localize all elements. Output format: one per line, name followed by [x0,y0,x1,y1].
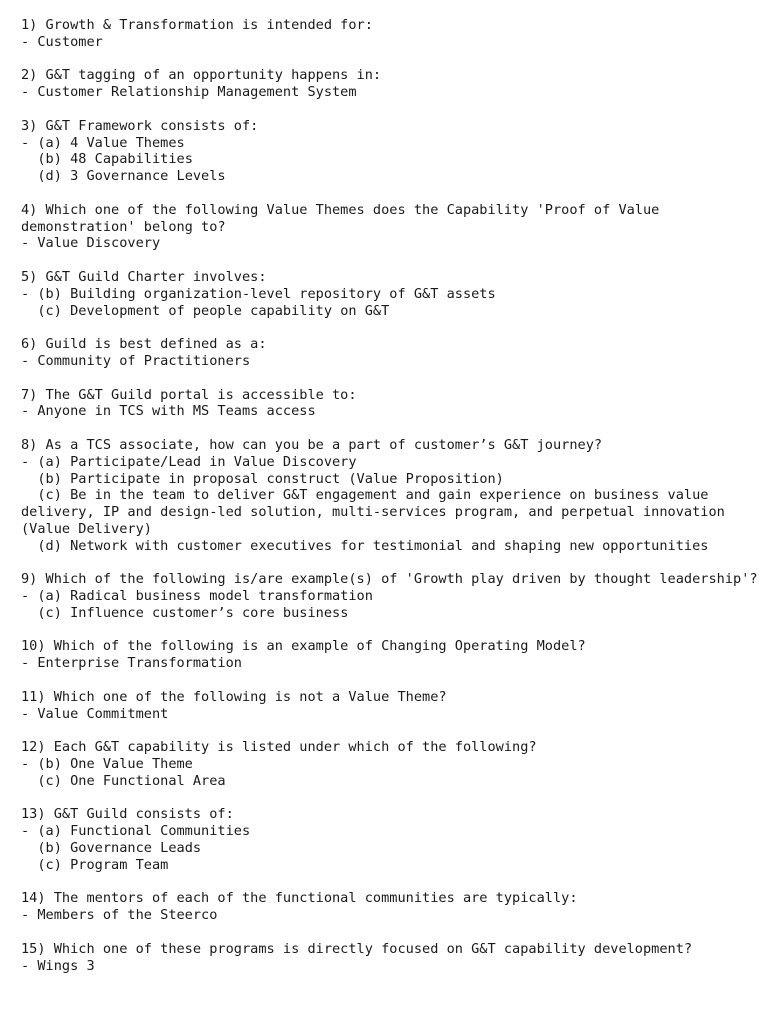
question-text: 1) Growth & Transformation is intended for: [21,17,373,33]
answer-line: - Value Discovery [21,235,161,252]
answer-line: - Customer [21,33,103,50]
answer-line: - (a) Radical business model transformation [21,588,373,605]
answer-line: (d) 3 Governance Levels [21,168,226,185]
answer-line: - (a) Functional Communities [21,823,251,840]
qa-item-13 [21,806,761,873]
answer-line: (d) Network with customer executives for testimonial and shaping new opportunities [21,537,709,554]
question-text: 14) The mentors of each of the functional communities are typically: [21,890,578,907]
qa-item-11 [21,689,761,723]
answer-line: - Wings 3 [21,957,95,974]
answer-line: - Community of Practitioners [21,352,251,369]
answer-line: (b) Participate in proposal construct (Value Proposition) [21,470,504,487]
question-text: 5) G&T Guild Charter involves: [21,268,267,285]
answer-line: (c) Influence customer’s core business [21,604,349,621]
question-text: 15) Which one of these programs is directly focused on G&T capability development? [21,940,693,957]
question-text: 13) G&T Guild consists of: [21,806,234,823]
qa-item-1 [21,17,761,51]
qa-item-10 [21,638,761,672]
question-text: 10) Which of the following is an example of Changing Operating Model? [21,638,586,655]
answer-line: (b) Governance Leads [21,840,202,857]
qa-item-14 [21,890,761,924]
answer-line: (c) Program Team [21,856,169,873]
answer-line: (b) 48 Capabilities [21,151,193,168]
qa-item-6 [21,336,761,370]
qa-item-12 [21,739,761,789]
qa-item-15 [21,941,761,975]
answer-line: - Value Commitment [21,705,169,722]
answer-line: (c) Development of people capability on G&T [21,302,390,319]
answer-line: - Members of the Steerco [21,907,218,924]
document-body [21,17,761,991]
answer-line: (c) Be in the team to deliver G&T engagement and gain experience on business value delivery, IP and design-led solution, multi-services program, and perpetual innovation (Value Delivery) [21,487,734,537]
qa-item-9 [21,571,761,621]
question-text: 7) The G&T Guild portal is accessible to: [21,386,357,403]
qa-item-5 [21,269,761,319]
question-text: 6) Guild is best defined as a: [21,336,267,353]
question-text: 8) As a TCS associate, how can you be a part of customer’s G&T journey? [21,436,603,453]
answer-line: - Anyone in TCS with MS Teams access [21,403,316,420]
answer-line: - (a) 4 Value Themes [21,134,185,151]
question-text: 12) Each G&T capability is listed under which of the following? [21,739,537,756]
answer-line: - (a) Participate/Lead in Value Discovery [21,453,357,470]
answer-line: - Customer Relationship Management System [21,84,357,101]
question-text: 11) Which one of the following is not a Value Theme? [21,688,447,705]
qa-item-7 [21,387,761,421]
answer-line: - (b) One Value Theme [21,756,193,773]
qa-item-8 [21,437,761,555]
answer-line: (c) One Functional Area [21,772,226,789]
qa-item-2 [21,67,761,101]
qa-item-3 [21,118,761,185]
question-text: 9) Which of the following is/are example(s) of 'Growth play driven by thought leadership'? [21,571,758,588]
question-text: 4) Which one of the following Value Themes does the Capability 'Proof of Value demonstration' belong to? [21,201,668,235]
answer-line: - (b) Building organization-level repository of G&T assets [21,285,496,302]
question-text: 3) G&T Framework consists of: [21,117,259,134]
answer-line: - Enterprise Transformation [21,655,242,672]
qa-item-4 [21,202,761,252]
question-text: 2) G&T tagging of an opportunity happens in: [21,67,382,84]
